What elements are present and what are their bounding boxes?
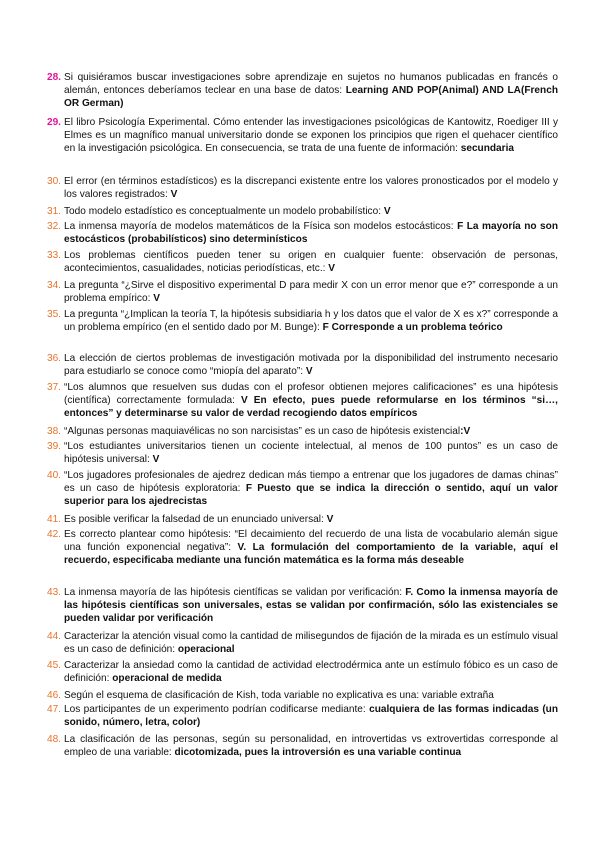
question-answer: operacional bbox=[177, 644, 235, 655]
question-text: La pregunta “¿Implican la teoría T, la hipótesis subsidiaria h y los datos que el valor de X es x?” corresponde a un problema empírico (en el sentido dado por M. Bunge): bbox=[64, 309, 558, 333]
question-number: 47. bbox=[46, 704, 61, 715]
question-text: “Los estudiantes universitarios tienen un cociente intelectual, al menos de 100 puntos” es un caso de hipótesis universal: bbox=[64, 441, 558, 465]
question-text: “Los alumnos que resuelven sus dudas con el profesor obtienen mejores calificaciones” es una hipótesis (científica) correctamente formulada: bbox=[64, 382, 558, 406]
question-answer: V. La formulación del comportamiento de la variable, aquí el recuerdo, especificaba mediante una función matemática es la forma más deseable bbox=[64, 542, 558, 566]
question-30 bbox=[46, 175, 558, 201]
question-28 bbox=[46, 71, 558, 110]
question-number: 44. bbox=[46, 631, 61, 642]
question-text: Si quisiéramos buscar investigaciones sobre aprendizaje en sujetos no humanos publicadas en francés o alemán, entonces deberíamos teclear en una base de datos: bbox=[64, 72, 558, 96]
question-number: 48. bbox=[46, 734, 61, 745]
question-answer: :V bbox=[460, 426, 471, 437]
question-answer: V bbox=[153, 293, 160, 304]
question-number: 41. bbox=[46, 514, 61, 525]
question-text: El libro Psicología Experimental. Cómo entender las investigaciones psicológicas de Kantowitz, Roediger III y Elmes es un magnífico manual universitario donde se exponen los principios que rigen el quehacer científico en la investigación psicológica. En consecuencia, se trata de una fuente de información: bbox=[64, 117, 558, 154]
question-text: La elección de ciertos problemas de investigación motivada por la disponibilidad del instrumento necesario para estudiarlo se conoce como “miopía del aparato”: bbox=[64, 353, 558, 377]
question-number: 45. bbox=[46, 660, 61, 671]
question-number: 40. bbox=[46, 470, 61, 481]
question-answer: F Corresponde a un problema teórico bbox=[322, 322, 503, 333]
question-text: La inmensa mayoría de modelos matemáticos de la Física son modelos estocásticos: bbox=[64, 221, 458, 232]
question-text: Todo modelo estadístico es conceptualmente un modelo probabilístico: bbox=[64, 206, 384, 217]
question-number: 31. bbox=[46, 206, 61, 217]
question-36 bbox=[46, 352, 558, 378]
question-41 bbox=[46, 513, 558, 526]
question-text: Caracterizar la atención visual como la cantidad de milisegundos de fijación de la mirada es un estímulo visual es un caso de definición: bbox=[64, 631, 558, 655]
question-number: 36. bbox=[46, 353, 61, 364]
question-46 bbox=[46, 689, 558, 702]
question-text: La clasificación de las personas, según su personalidad, en introvertidas vs extrovertidas corresponde al empleo de una variable: bbox=[64, 734, 558, 758]
question-answer: V bbox=[170, 189, 178, 200]
question-answer: cualquiera de las formas indicadas (un sonido, número, letra, color) bbox=[64, 704, 559, 728]
question-48 bbox=[46, 733, 558, 759]
question-37 bbox=[46, 381, 558, 420]
question-45 bbox=[46, 659, 558, 685]
question-answer: operacional de medida bbox=[112, 673, 222, 684]
question-answer: F. Como la inmensa mayoría de las hipótesis científicas son universales, estas se validan por confirmación, sólo las existenciales se pueden validar por verificación bbox=[64, 587, 558, 624]
question-answer: V En efecto, pues puede reformularse en los términos “si…, entonces” y determinarse su valor de verdad recogiendo datos empíricos bbox=[64, 395, 558, 419]
question-39 bbox=[46, 440, 558, 466]
question-38 bbox=[46, 425, 558, 438]
question-35 bbox=[46, 308, 558, 334]
question-text: La inmensa mayoría de las hipótesis científicas se validan por verificación: bbox=[64, 587, 406, 598]
question-answer: V bbox=[383, 206, 391, 217]
question-number: 43. bbox=[46, 587, 61, 598]
question-number: 38. bbox=[46, 426, 61, 437]
question-answer: secundaria bbox=[460, 143, 515, 154]
question-answer: V bbox=[152, 454, 160, 465]
question-number: 30. bbox=[46, 176, 61, 187]
question-43 bbox=[46, 586, 558, 625]
question-34 bbox=[46, 279, 558, 305]
question-29 bbox=[46, 116, 558, 155]
question-47 bbox=[46, 703, 559, 729]
question-number: 46. bbox=[46, 690, 61, 701]
question-number: 29. bbox=[46, 117, 61, 128]
question-number: 34. bbox=[46, 280, 61, 291]
question-number: 33. bbox=[46, 250, 61, 261]
question-number: 32. bbox=[46, 221, 61, 232]
question-number: 28. bbox=[46, 72, 61, 83]
question-answer: V bbox=[326, 514, 334, 525]
question-text: Según el esquema de clasificación de Kish, toda variable no explicativa es una: variable extraña bbox=[64, 690, 494, 701]
question-32 bbox=[46, 220, 558, 246]
question-answer: V bbox=[328, 263, 335, 274]
question-text: “Los jugadores profesionales de ajedrez dedican más tiempo a entrenar que los jugadores de damas chinas” es un caso de hipótesis exploratoria: bbox=[64, 470, 558, 494]
question-33 bbox=[46, 249, 558, 275]
question-answer: dicotomizada, pues la introversión es una variable continua bbox=[174, 747, 462, 758]
question-31 bbox=[46, 205, 558, 218]
question-answer: V bbox=[305, 366, 313, 377]
question-number: 35. bbox=[46, 309, 61, 320]
question-44 bbox=[46, 630, 558, 656]
question-number: 39. bbox=[46, 441, 61, 452]
question-answer: F Puesto que se indica la dirección o sentido, aquí un valor superior para los ajedrecistas bbox=[64, 483, 558, 507]
question-text: Es posible verificar la falsedad de un enunciado universal: bbox=[64, 514, 327, 525]
question-answer: Learning AND POP(Animal) AND LA(French OR German) bbox=[64, 85, 558, 109]
question-number: 37. bbox=[46, 382, 61, 393]
question-42 bbox=[46, 528, 558, 567]
question-text: Es correcto plantear como hipótesis: “El decaimiento del recuerdo de una lista de vocabulario alemán sigue una función exponencial negativa”: bbox=[64, 529, 558, 553]
question-text: Los participantes de un experimento podrían codificarse mediante: bbox=[64, 704, 370, 715]
question-text: “Algunas personas maquiavélicas no son narcisistas” es un caso de hipótesis existencial bbox=[64, 426, 461, 437]
question-text: Los problemas científicos pueden tener su origen en cualquier fuente: observación de personas, acontecimientos, casualidades, noticias periodísticas, etc.: bbox=[64, 250, 558, 274]
question-text: La pregunta “¿Sirve el dispositivo experimental D para medir X con un error menor que e?” corresponde a un problema empírico: bbox=[64, 280, 558, 304]
question-text: El error (en términos estadísticos) es la discrepanci existente entre los valores pronosticados por el modelo y los valores registrados: bbox=[64, 176, 558, 200]
question-number: 42. bbox=[46, 529, 61, 540]
question-text: Caracterizar la ansiedad como la cantidad de actividad electrodérmica ante un estímulo fóbico es un caso de definición: bbox=[64, 660, 558, 684]
question-answer: F La mayoría no son estocásticos (probabilísticos) sino determinísticos bbox=[64, 221, 558, 245]
question-40 bbox=[46, 469, 558, 508]
